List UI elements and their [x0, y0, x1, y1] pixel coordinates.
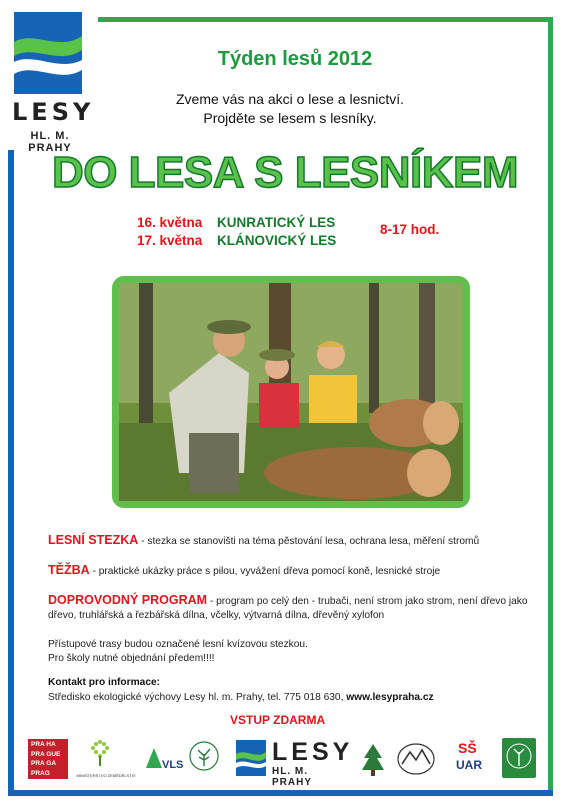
mountain-logo [396, 742, 436, 776]
lesy-partner-sub: HL. M. PRAHY [272, 766, 313, 788]
mountain-emblem-icon [396, 742, 436, 776]
schedule-row [137, 214, 336, 232]
ss-label: SŠ [458, 740, 477, 756]
section-text: - stezka se stanovišti na téma pěstování lesa, ochrana lesa, měření stromů [138, 536, 480, 547]
green-badge-logo [502, 738, 536, 778]
intro-line-1: Zveme vás na akci o lese a lesnictví. [176, 91, 404, 107]
fir-tree-icon [360, 742, 386, 778]
section-text: - program po celý den - trubači, není strom jako strom, není dřevo jako dřevo, truhlářská a řezbářská dílna, včelky, výtvarná dílna, dřevěný xylofon [48, 596, 528, 621]
access-info [48, 638, 448, 666]
section-program [48, 593, 538, 623]
contact-text [48, 692, 543, 703]
section-key: DOPROVODNÝ PROGRAM [48, 593, 208, 607]
vls-tree-icon [140, 742, 184, 778]
website-link[interactable]: www.lesypraha.cz [346, 692, 434, 703]
uar-label: UAR [456, 758, 482, 772]
intro [130, 90, 450, 128]
event-photo-frame [112, 276, 470, 508]
lesy-partner-logo [236, 736, 354, 788]
tree-circle-logo [188, 740, 220, 772]
praha-line: PRA HA [31, 741, 56, 748]
tree-badge-icon [502, 738, 536, 778]
event-photo [119, 283, 463, 501]
intro-line-2: Projděte se lesem s lesníky. [203, 110, 377, 126]
event-title: DO LESA S LESNÍKEM [51, 148, 519, 197]
logo-sub: HL. M. PRAHY [28, 130, 72, 154]
lesy-partner-word: LESY [272, 738, 354, 766]
section-text: - praktické ukázky práce s pilou, vyvážení dřeva pomocí koně, lesnické stroje [89, 566, 441, 577]
section-trail [48, 533, 543, 549]
schedule-date: 16. května [137, 215, 203, 230]
contact-heading: Kontakt pro informace: [48, 677, 161, 688]
frame-green-right [548, 17, 553, 794]
frame-blue-left [8, 150, 14, 796]
forest-photo-icon [119, 283, 463, 501]
frame-blue-bottom [8, 790, 553, 796]
frame-green-top [98, 17, 553, 22]
section-key: TĚŽBA [48, 563, 90, 577]
contact-details: Středisko ekologické výchovy Lesy hl. m. Prahy, tel. 775 018 630, [48, 692, 347, 703]
section-logging [48, 563, 543, 579]
headline: Týden lesů 2012 [217, 48, 373, 70]
vls-label: VLS [162, 759, 184, 771]
partner-logos [28, 736, 548, 788]
praha-line: PRA GA [31, 760, 57, 767]
ministry-emblem-icon [76, 738, 136, 768]
vls-logo [140, 742, 184, 778]
lesy-logo [8, 12, 95, 154]
lesy-logo-mark-icon [14, 12, 82, 94]
section-key: LESNÍ STEZKA [48, 533, 139, 547]
ministry-logo [76, 738, 136, 780]
access-line: Pro školy nutné objednání předem!!!! [48, 653, 215, 664]
lesy-partner-mark-icon [236, 740, 266, 776]
schedule-date: 17. května [137, 233, 203, 248]
schedule [137, 214, 336, 250]
ss-uar-logo [452, 740, 486, 780]
tree-circle-icon [188, 740, 220, 772]
forest-school-logo [360, 742, 386, 778]
praha-logo [28, 739, 68, 779]
schedule-place: KUNRATICKÝ LES [217, 215, 336, 230]
schedule-place: KLÁNOVICKÝ LES [217, 233, 337, 248]
schedule-row [137, 232, 336, 250]
hours: 8-17 hod. [380, 222, 440, 237]
access-line: Přístupové trasy budou označené lesní kvízovou stezkou. [48, 639, 308, 650]
ministry-label: MINISTERSTVO ZEMĚDĚLSTVÍ [76, 773, 136, 778]
free-entry: VSTUP ZDARMA [230, 713, 326, 727]
praha-line: PRAG [31, 769, 50, 777]
logo-word: LESY [12, 98, 95, 126]
praha-line: PRA GUE [31, 750, 61, 758]
